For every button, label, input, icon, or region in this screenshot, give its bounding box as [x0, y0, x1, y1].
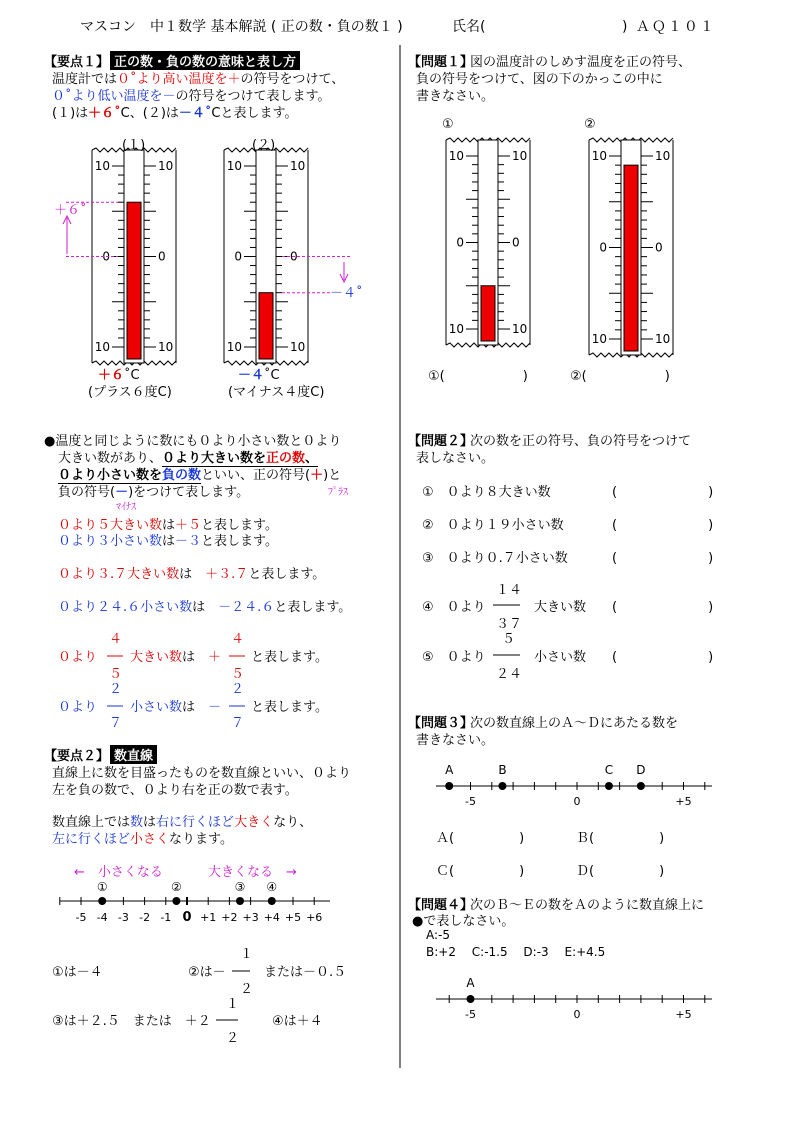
q1-thermometer1-scale-right: 0	[512, 235, 520, 250]
numberline-point-label: ③	[234, 880, 246, 894]
thermometer1-mercury	[127, 202, 141, 359]
thermometer2-mercury	[259, 293, 273, 359]
q4-value-a: A:-5	[426, 928, 451, 942]
thermometer1-scale-left: 0	[102, 249, 110, 264]
q1-line3: 書きなさい。	[416, 89, 495, 104]
text: は	[143, 815, 157, 830]
numberline-point	[172, 897, 180, 905]
q3-answerA[interactable]: Ａ( )	[436, 831, 525, 846]
text: は	[162, 534, 176, 549]
q1-thermometer1-mercury	[481, 286, 495, 341]
example6-prefix: ０より	[58, 700, 98, 715]
answer2-denominator: ２	[240, 982, 254, 997]
q4-line2: ●で表しなさい。	[412, 914, 515, 929]
q3-numberline-point-label: D	[636, 763, 646, 777]
text: ０˚より高い温度を＋	[117, 72, 241, 87]
q1-thermometer2-scale-right: 10	[655, 149, 671, 163]
plus6-annotation: ＋６˚	[54, 203, 87, 218]
expl-line4	[58, 481, 249, 500]
minus4-annotation: －４˚	[330, 286, 363, 301]
ruby-minus: ﾏｲﾅｽ	[116, 502, 136, 513]
q4-numberline-tick-label: +5	[675, 1008, 692, 1021]
thermometer2-scale-right: 0	[290, 249, 298, 264]
q2-item3: ③ ０より０.７小さい数	[422, 551, 568, 566]
text: 大きく	[234, 815, 274, 830]
thermometer2-scale-left: 10	[226, 159, 242, 173]
numberline-tick-label: +6	[306, 911, 323, 924]
answer3-numerator: １	[226, 997, 240, 1012]
thermometer1-scale-right: 10	[158, 340, 174, 354]
expl-line2: 大きい数があり、０より大きい数を正の数、	[58, 451, 319, 466]
text: 小さく	[130, 832, 170, 847]
text: 小さい数	[130, 700, 183, 715]
example5-suffix: と表します。	[251, 650, 328, 665]
q2-item5-suffix: 小さい数	[534, 650, 587, 665]
q2-item4-suffix: 大きい数	[534, 600, 587, 615]
text: －	[208, 700, 222, 715]
q2-item5-numerator: ５	[502, 632, 516, 647]
answer2-numerator: １	[240, 947, 254, 962]
q1-thermometer2-scale-left: 10	[591, 332, 607, 346]
q2-answer4[interactable]: ( )	[612, 600, 714, 615]
text: C、(２)は	[120, 106, 179, 121]
numberline-tick-label: -3	[117, 911, 129, 924]
q2-answer5[interactable]: ( )	[612, 650, 714, 665]
text: は	[179, 567, 193, 582]
text: －４	[238, 368, 265, 383]
q2-item2: ② ０より１９小さい数	[422, 518, 564, 533]
point2-tag: 【要点２】	[44, 749, 110, 764]
thermometer2-scale-right: 10	[290, 340, 306, 354]
example6-denominator: ７	[109, 716, 123, 731]
example2	[58, 530, 278, 549]
numberline-tick-label: +4	[263, 911, 280, 924]
numberline-point-label: ④	[266, 880, 278, 894]
q1-line2: 負の符号をつけて、図の下のかっこの中に	[416, 72, 663, 87]
q4-line1: 次のＢ～Ｅの数をＡのように数直線上に	[470, 898, 705, 913]
point1-line3	[52, 102, 297, 121]
text: )と	[323, 468, 342, 483]
example6-answer-denominator: ７	[231, 716, 245, 731]
answer1: ①は－４	[52, 965, 103, 980]
q4-numberline-tick-label: 0	[573, 1008, 581, 1021]
q1-line1: 図の温度計のしめす温度を正の符号、	[470, 55, 692, 70]
answer3-prefix: ③は＋２.５ または ＋２	[52, 1014, 211, 1029]
q2-line2: 表しなさい。	[416, 451, 495, 466]
q1-thermometer2-scale-left: 10	[591, 149, 607, 163]
thermometer1-number: (１)	[122, 138, 146, 153]
q2-item4-denominator: ３７	[496, 617, 523, 632]
numberline-point	[98, 897, 106, 905]
q4-tag: 【問題４】	[408, 898, 474, 913]
text: ＋６	[98, 368, 125, 383]
text: ＋５	[175, 518, 202, 533]
point2-title: 数直線	[110, 745, 157, 764]
point1-tag: 【要点１】	[44, 55, 110, 70]
text: 大きい数があり、	[58, 451, 163, 466]
name-label: 氏名(	[452, 19, 486, 35]
q3-numberline-point	[445, 782, 453, 790]
text: は	[192, 600, 206, 615]
thermometer2-number: (２)	[252, 138, 276, 153]
numberline-point-label: ①	[96, 880, 108, 894]
numberline-tick-label: 0	[182, 910, 192, 925]
q1-answer2[interactable]: ②( )	[570, 369, 670, 384]
text: ０より５大きい数	[58, 518, 163, 533]
text: －	[115, 485, 129, 500]
example6-suffix: と表します。	[251, 700, 328, 715]
text: ＋３.７	[205, 567, 249, 582]
text: ０より小さい数を	[58, 468, 163, 483]
q2-line1: 次の数を正の符号、負の符号をつけて	[470, 434, 692, 449]
q2-item1: ① ０より８大きい数	[422, 485, 551, 500]
q4-values-b-e: B:+2 C:-1.5 D:-3 E:+4.5	[426, 945, 606, 959]
text: 負の数	[162, 468, 202, 483]
example5-prefix: ０より	[58, 650, 98, 665]
text: 数直線上では	[52, 815, 131, 830]
q2-answer3[interactable]: ( )	[612, 551, 714, 566]
text: 正の数	[266, 451, 306, 466]
text: 左に行くほど	[52, 832, 131, 847]
example5-numerator: ４	[109, 632, 123, 647]
smaller-direction-label: ← 小さくなる	[74, 865, 163, 880]
text: Cと表します。	[211, 106, 298, 121]
answer2-suffix: または－０.５	[264, 965, 347, 980]
q1-thermometer2-number: ②	[584, 117, 596, 132]
q2-item4-numerator: １４	[496, 583, 523, 598]
text: ＋	[310, 468, 324, 483]
q1-thermometer1-number: ①	[442, 117, 454, 132]
q3-numberline-point-label: C	[604, 763, 614, 777]
q3-numberline-point	[637, 782, 645, 790]
text: と表します。	[248, 567, 326, 582]
numberline-tick-label: +2	[221, 911, 238, 924]
q2-item5-denominator: ２４	[496, 667, 523, 682]
thermometer1-scale-right: 0	[158, 249, 166, 264]
q1-thermometer1-scale-left: 0	[456, 235, 464, 250]
thermometer2-scale-left: 0	[234, 249, 242, 264]
q2-tag: 【問題２】	[408, 434, 474, 449]
q3-numberline-point	[498, 782, 506, 790]
text: は	[182, 700, 196, 715]
text: なります。	[169, 832, 233, 847]
numberline-point	[268, 897, 276, 905]
text: ＋	[208, 650, 222, 665]
thermometer1-scale-left: 10	[94, 340, 110, 354]
text: の符号をつけて表します。	[175, 89, 331, 104]
text: ０より３.７大きい数	[58, 567, 180, 582]
q1-thermometer2-scale-left: 0	[599, 240, 607, 255]
q3-numberline-point-label: B	[498, 763, 507, 777]
example5-denominator: ５	[109, 667, 123, 682]
q1-tag: 【問題１】	[408, 55, 474, 70]
q2-item5-prefix: ⑤ ０より	[422, 650, 486, 665]
ruby-plus: ﾌﾟﾗｽ	[328, 487, 348, 498]
text: は	[182, 650, 196, 665]
point2-line2: 左を負の数で、０より右を正の数で表す。	[52, 783, 298, 798]
larger-direction-label: 大きくなる →	[208, 865, 297, 880]
text: ˚C	[264, 368, 280, 383]
q1-thermometer2-scale-right: 10	[655, 332, 671, 346]
thermometer2-reading: (マイナス４度C)	[228, 385, 325, 400]
example5-answer-numerator: ４	[231, 632, 245, 647]
text: 大きい数	[130, 650, 183, 665]
example6-numerator: ２	[109, 682, 123, 697]
numberline-tick-label: -1	[160, 911, 172, 924]
q2-item4-prefix: ④ ０より	[422, 600, 486, 615]
q1-thermometer2-mercury	[624, 165, 638, 351]
q3-tag: 【問題３】	[408, 716, 474, 731]
text: )をつけて表します。	[128, 485, 250, 500]
text: －３	[175, 534, 202, 549]
point2-line1: 直線上に数を目盛ったものを数直線といい、０より	[52, 766, 352, 781]
thermometer1-scale-right: 10	[158, 159, 174, 173]
thermometer2-scale-right: 10	[290, 159, 306, 173]
q2-answer2[interactable]: ( )	[612, 518, 714, 533]
q1-answer1[interactable]: ①( )	[428, 369, 528, 384]
q4-numberline-point-label: A	[466, 976, 475, 990]
text: といい、正の符号(	[201, 468, 311, 483]
example6-middle	[130, 696, 221, 715]
text: －２４.６	[218, 600, 275, 615]
q1-thermometer1-scale-right: 10	[512, 322, 528, 336]
q4-numberline-point	[467, 995, 475, 1003]
text: ０˚より低い温度を－	[52, 89, 176, 104]
q3-numberline-tick-label: 0	[573, 795, 581, 808]
numberline-point	[236, 897, 244, 905]
text: ０より３小さい数	[58, 534, 163, 549]
text: ˚C	[124, 368, 140, 383]
q2-answer1[interactable]: ( )	[612, 485, 714, 500]
text: 右に行くほど	[156, 815, 235, 830]
q3-numberline-point	[605, 782, 613, 790]
point1-title: 正の数・負の数の意味と表し方	[110, 51, 300, 70]
q3-line1: 次の数直線上のＡ～Ｄにあたる数を	[470, 716, 679, 731]
text: は	[162, 518, 176, 533]
thermometer1-reading: (プラス６度C)	[88, 385, 172, 400]
numberline-point-label: ②	[171, 880, 182, 894]
text: 数	[130, 815, 144, 830]
page-code: ) ＡＱ１０１	[622, 19, 716, 35]
q3-answerB[interactable]: Ｂ( )	[576, 831, 665, 846]
thermometer1-scale-left: 10	[94, 159, 110, 173]
answer4: ④は＋４	[272, 1014, 323, 1029]
q1-thermometer1-scale-right: 10	[512, 149, 528, 163]
point2-line4	[52, 828, 233, 847]
numberline-tick-label: +5	[284, 911, 302, 924]
expl-line1: ●温度と同じように数にも０より小さい数と０より	[44, 434, 342, 449]
text: (１)は	[52, 106, 89, 121]
text: と表します。	[201, 534, 279, 549]
q1-thermometer2-scale-right: 0	[655, 240, 663, 255]
q3-numberline-point-label: A	[445, 763, 454, 777]
text: －４˚	[178, 106, 212, 121]
text: ＋６˚	[88, 106, 121, 121]
q3-line2: 書きなさい。	[416, 733, 495, 748]
q3-answerC[interactable]: Ｃ( )	[436, 864, 525, 879]
text: と表します。	[201, 518, 279, 533]
q3-numberline-tick-label: -5	[465, 795, 476, 808]
example4	[58, 596, 351, 615]
q1-thermometer1-scale-left: 10	[448, 149, 464, 163]
numberline-tick-label: -2	[139, 911, 151, 924]
example6-answer-numerator: ２	[231, 682, 245, 697]
q3-answerD[interactable]: Ｄ( )	[576, 864, 665, 879]
page-title: マスコン 中１数学 基本解説 ( 正の数・負の数１ )	[80, 19, 403, 35]
q1-thermometer1-scale-left: 10	[448, 322, 464, 336]
text: なり、	[273, 815, 313, 830]
q4-numberline-tick-label: -5	[465, 1008, 476, 1021]
numberline-tick-label: -4	[96, 911, 108, 924]
text: 負の符号(	[58, 485, 116, 500]
example5-middle	[130, 646, 221, 665]
example3	[58, 563, 325, 582]
thermometer2-scale-left: 10	[226, 340, 242, 354]
numberline-tick-label: +1	[200, 911, 217, 924]
numberline-tick-label: +3	[242, 911, 259, 924]
numberline-tick-label: -5	[75, 911, 87, 924]
text: ０より２４.６小さい数	[58, 600, 193, 615]
text: ０より大きい数を	[162, 451, 267, 466]
example5-answer-denominator: ５	[231, 667, 245, 682]
text: の符号をつけて、	[240, 72, 345, 87]
text: と表します。	[274, 600, 352, 615]
q3-numberline-tick-label: +5	[675, 795, 692, 808]
text: 温度計では	[52, 72, 118, 87]
answer2-prefix: ②は－	[188, 965, 226, 980]
answer3-denominator: ２	[226, 1031, 240, 1046]
